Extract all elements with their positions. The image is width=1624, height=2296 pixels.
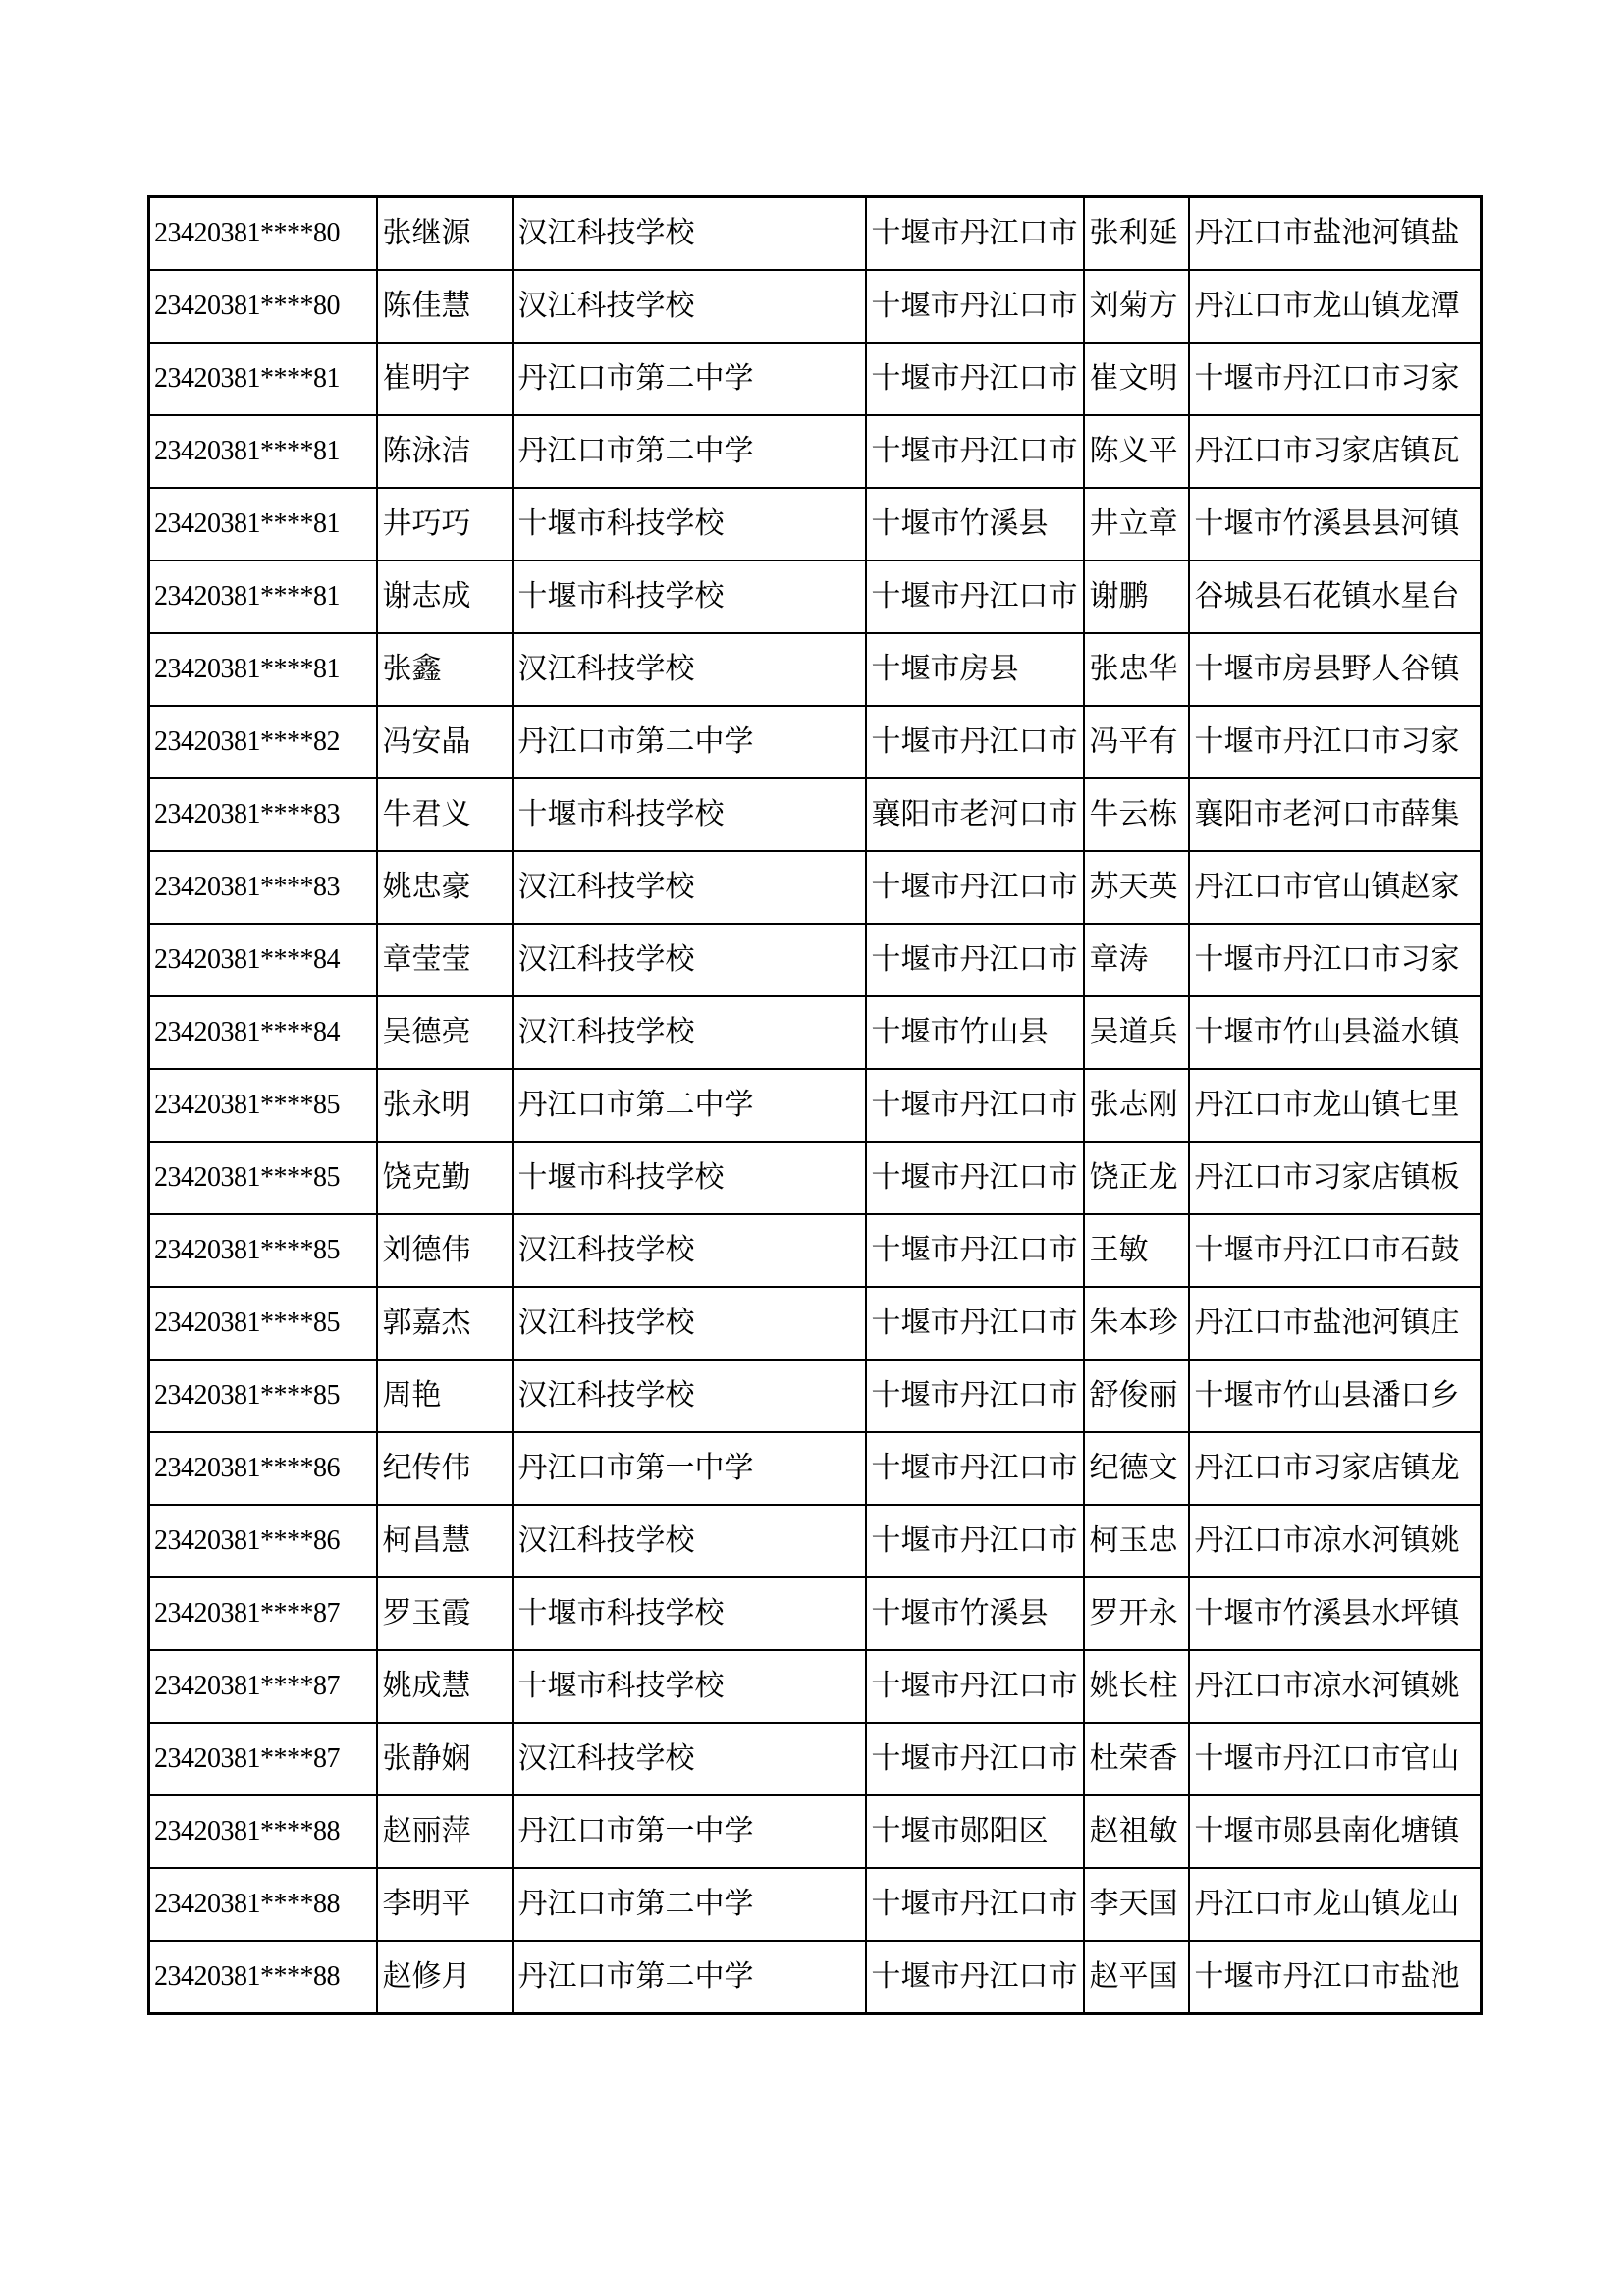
guardian-cell: 纪德文 bbox=[1084, 1432, 1189, 1505]
id-cell: 23420381****86 bbox=[149, 1432, 377, 1505]
id-cell: 23420381****85 bbox=[149, 1142, 377, 1214]
region-cell: 十堰市丹江口市 bbox=[866, 1214, 1084, 1287]
address-cell: 十堰市丹江口市盐池 bbox=[1189, 1941, 1482, 2014]
region-cell: 十堰市丹江口市 bbox=[866, 924, 1084, 996]
id-cell: 23420381****85 bbox=[149, 1287, 377, 1360]
guardian-cell: 舒俊丽 bbox=[1084, 1360, 1189, 1432]
name-cell: 吴德亮 bbox=[377, 996, 513, 1069]
name-cell: 赵修月 bbox=[377, 1941, 513, 2014]
region-cell: 十堰市竹山县 bbox=[866, 996, 1084, 1069]
guardian-cell: 姚长柱 bbox=[1084, 1650, 1189, 1723]
table-row bbox=[149, 415, 1482, 488]
address-cell: 丹江口市习家店镇板 bbox=[1189, 1142, 1482, 1214]
id-cell: 23420381****84 bbox=[149, 924, 377, 996]
address-cell: 丹江口市龙山镇七里 bbox=[1189, 1069, 1482, 1142]
guardian-cell: 李天国 bbox=[1084, 1868, 1189, 1941]
id-cell: 23420381****80 bbox=[149, 270, 377, 343]
address-cell: 丹江口市凉水河镇姚 bbox=[1189, 1650, 1482, 1723]
name-cell: 柯昌慧 bbox=[377, 1505, 513, 1577]
address-cell: 十堰市竹溪县水坪镇 bbox=[1189, 1577, 1482, 1650]
school-cell: 汉江科技学校 bbox=[513, 924, 866, 996]
name-cell: 谢志成 bbox=[377, 561, 513, 633]
table-row bbox=[149, 633, 1482, 706]
school-cell: 丹江口市第二中学 bbox=[513, 343, 866, 415]
table-row bbox=[149, 851, 1482, 924]
school-cell: 丹江口市第二中学 bbox=[513, 1069, 866, 1142]
id-cell: 23420381****85 bbox=[149, 1360, 377, 1432]
region-cell: 十堰市丹江口市 bbox=[866, 851, 1084, 924]
address-cell: 十堰市竹溪县县河镇 bbox=[1189, 488, 1482, 561]
guardian-cell: 赵平国 bbox=[1084, 1941, 1189, 2014]
table-row bbox=[149, 1723, 1482, 1795]
region-cell: 十堰市丹江口市 bbox=[866, 1868, 1084, 1941]
id-cell: 23420381****81 bbox=[149, 343, 377, 415]
region-cell: 十堰市丹江口市 bbox=[866, 270, 1084, 343]
school-cell: 汉江科技学校 bbox=[513, 270, 866, 343]
table-row bbox=[149, 1360, 1482, 1432]
name-cell: 姚成慧 bbox=[377, 1650, 513, 1723]
id-cell: 23420381****85 bbox=[149, 1069, 377, 1142]
school-cell: 汉江科技学校 bbox=[513, 197, 866, 271]
region-cell: 十堰市丹江口市 bbox=[866, 1941, 1084, 2014]
region-cell: 十堰市郧阳区 bbox=[866, 1795, 1084, 1868]
name-cell: 赵丽萍 bbox=[377, 1795, 513, 1868]
school-cell: 汉江科技学校 bbox=[513, 633, 866, 706]
guardian-cell: 章涛 bbox=[1084, 924, 1189, 996]
guardian-cell: 罗开永 bbox=[1084, 1577, 1189, 1650]
region-cell: 十堰市丹江口市 bbox=[866, 1142, 1084, 1214]
address-cell: 十堰市郧县南化塘镇 bbox=[1189, 1795, 1482, 1868]
table-row bbox=[149, 1795, 1482, 1868]
guardian-cell: 张忠华 bbox=[1084, 633, 1189, 706]
guardian-cell: 苏天英 bbox=[1084, 851, 1189, 924]
address-cell: 丹江口市盐池河镇庄 bbox=[1189, 1287, 1482, 1360]
region-cell: 十堰市丹江口市 bbox=[866, 1723, 1084, 1795]
table-row bbox=[149, 270, 1482, 343]
address-cell: 丹江口市盐池河镇盐 bbox=[1189, 197, 1482, 271]
id-cell: 23420381****87 bbox=[149, 1650, 377, 1723]
guardian-cell: 崔文明 bbox=[1084, 343, 1189, 415]
id-cell: 23420381****84 bbox=[149, 996, 377, 1069]
school-cell: 丹江口市第二中学 bbox=[513, 1868, 866, 1941]
region-cell: 十堰市丹江口市 bbox=[866, 415, 1084, 488]
name-cell: 纪传伟 bbox=[377, 1432, 513, 1505]
region-cell: 十堰市丹江口市 bbox=[866, 197, 1084, 271]
address-cell: 襄阳市老河口市薛集 bbox=[1189, 778, 1482, 851]
region-cell: 十堰市丹江口市 bbox=[866, 1287, 1084, 1360]
school-cell: 汉江科技学校 bbox=[513, 1723, 866, 1795]
guardian-cell: 吴道兵 bbox=[1084, 996, 1189, 1069]
region-cell: 十堰市竹溪县 bbox=[866, 1577, 1084, 1650]
address-cell: 丹江口市习家店镇瓦 bbox=[1189, 415, 1482, 488]
region-cell: 襄阳市老河口市 bbox=[866, 778, 1084, 851]
table-row bbox=[149, 924, 1482, 996]
address-cell: 十堰市丹江口市石鼓 bbox=[1189, 1214, 1482, 1287]
region-cell: 十堰市丹江口市 bbox=[866, 706, 1084, 778]
school-cell: 十堰市科技学校 bbox=[513, 561, 866, 633]
region-cell: 十堰市竹溪县 bbox=[866, 488, 1084, 561]
address-cell: 十堰市丹江口市习家 bbox=[1189, 343, 1482, 415]
address-cell: 丹江口市龙山镇龙潭 bbox=[1189, 270, 1482, 343]
guardian-cell: 杜荣香 bbox=[1084, 1723, 1189, 1795]
address-cell: 十堰市丹江口市官山 bbox=[1189, 1723, 1482, 1795]
name-cell: 郭嘉杰 bbox=[377, 1287, 513, 1360]
guardian-cell: 牛云栋 bbox=[1084, 778, 1189, 851]
name-cell: 张鑫 bbox=[377, 633, 513, 706]
guardian-cell: 谢鹏 bbox=[1084, 561, 1189, 633]
id-cell: 23420381****81 bbox=[149, 488, 377, 561]
school-cell: 汉江科技学校 bbox=[513, 851, 866, 924]
id-cell: 23420381****88 bbox=[149, 1795, 377, 1868]
address-cell: 十堰市丹江口市习家 bbox=[1189, 706, 1482, 778]
region-cell: 十堰市丹江口市 bbox=[866, 1505, 1084, 1577]
name-cell: 崔明宇 bbox=[377, 343, 513, 415]
table-row bbox=[149, 1069, 1482, 1142]
address-cell: 丹江口市官山镇赵家 bbox=[1189, 851, 1482, 924]
name-cell: 牛君义 bbox=[377, 778, 513, 851]
guardian-cell: 张志刚 bbox=[1084, 1069, 1189, 1142]
guardian-cell: 张利延 bbox=[1084, 197, 1189, 271]
address-cell: 丹江口市习家店镇龙 bbox=[1189, 1432, 1482, 1505]
id-cell: 23420381****81 bbox=[149, 561, 377, 633]
school-cell: 丹江口市第二中学 bbox=[513, 1941, 866, 2014]
id-cell: 23420381****87 bbox=[149, 1577, 377, 1650]
id-cell: 23420381****83 bbox=[149, 851, 377, 924]
region-cell: 十堰市丹江口市 bbox=[866, 1069, 1084, 1142]
name-cell: 刘德伟 bbox=[377, 1214, 513, 1287]
table-row bbox=[149, 488, 1482, 561]
id-cell: 23420381****80 bbox=[149, 197, 377, 271]
address-cell: 十堰市竹山县潘口乡 bbox=[1189, 1360, 1482, 1432]
region-cell: 十堰市丹江口市 bbox=[866, 343, 1084, 415]
id-cell: 23420381****88 bbox=[149, 1941, 377, 2014]
table-row bbox=[149, 778, 1482, 851]
table-row bbox=[149, 1432, 1482, 1505]
school-cell: 十堰市科技学校 bbox=[513, 1142, 866, 1214]
address-cell: 丹江口市龙山镇龙山 bbox=[1189, 1868, 1482, 1941]
table-row bbox=[149, 1142, 1482, 1214]
school-cell: 丹江口市第二中学 bbox=[513, 415, 866, 488]
region-cell: 十堰市丹江口市 bbox=[866, 1432, 1084, 1505]
school-cell: 丹江口市第一中学 bbox=[513, 1795, 866, 1868]
school-cell: 汉江科技学校 bbox=[513, 1505, 866, 1577]
guardian-cell: 刘菊方 bbox=[1084, 270, 1189, 343]
name-cell: 罗玉霞 bbox=[377, 1577, 513, 1650]
guardian-cell: 饶正龙 bbox=[1084, 1142, 1189, 1214]
guardian-cell: 王敏 bbox=[1084, 1214, 1189, 1287]
name-cell: 陈佳慧 bbox=[377, 270, 513, 343]
guardian-cell: 柯玉忠 bbox=[1084, 1505, 1189, 1577]
region-cell: 十堰市丹江口市 bbox=[866, 1650, 1084, 1723]
guardian-cell: 冯平有 bbox=[1084, 706, 1189, 778]
name-cell: 周艳 bbox=[377, 1360, 513, 1432]
school-cell: 丹江口市第二中学 bbox=[513, 706, 866, 778]
school-cell: 十堰市科技学校 bbox=[513, 778, 866, 851]
id-cell: 23420381****86 bbox=[149, 1505, 377, 1577]
school-cell: 丹江口市第一中学 bbox=[513, 1432, 866, 1505]
region-cell: 十堰市丹江口市 bbox=[866, 561, 1084, 633]
id-cell: 23420381****81 bbox=[149, 415, 377, 488]
address-cell: 十堰市房县野人谷镇 bbox=[1189, 633, 1482, 706]
table-row bbox=[149, 1505, 1482, 1577]
id-cell: 23420381****87 bbox=[149, 1723, 377, 1795]
table-row bbox=[149, 343, 1482, 415]
region-cell: 十堰市丹江口市 bbox=[866, 1360, 1084, 1432]
guardian-cell: 赵祖敏 bbox=[1084, 1795, 1189, 1868]
table-row bbox=[149, 197, 1482, 271]
school-cell: 汉江科技学校 bbox=[513, 1214, 866, 1287]
name-cell: 张永明 bbox=[377, 1069, 513, 1142]
school-cell: 十堰市科技学校 bbox=[513, 1577, 866, 1650]
table-row bbox=[149, 1214, 1482, 1287]
id-cell: 23420381****81 bbox=[149, 633, 377, 706]
table-row bbox=[149, 1868, 1482, 1941]
id-cell: 23420381****82 bbox=[149, 706, 377, 778]
guardian-cell: 陈义平 bbox=[1084, 415, 1189, 488]
name-cell: 井巧巧 bbox=[377, 488, 513, 561]
address-cell: 十堰市竹山县溢水镇 bbox=[1189, 996, 1482, 1069]
id-cell: 23420381****88 bbox=[149, 1868, 377, 1941]
name-cell: 饶克勤 bbox=[377, 1142, 513, 1214]
table-row bbox=[149, 1941, 1482, 2014]
name-cell: 冯安晶 bbox=[377, 706, 513, 778]
guardian-cell: 井立章 bbox=[1084, 488, 1189, 561]
name-cell: 李明平 bbox=[377, 1868, 513, 1941]
name-cell: 张继源 bbox=[377, 197, 513, 271]
school-cell: 汉江科技学校 bbox=[513, 996, 866, 1069]
name-cell: 章莹莹 bbox=[377, 924, 513, 996]
school-cell: 汉江科技学校 bbox=[513, 1360, 866, 1432]
table-body bbox=[149, 197, 1482, 2014]
address-cell: 十堰市丹江口市习家 bbox=[1189, 924, 1482, 996]
table-row bbox=[149, 1650, 1482, 1723]
id-cell: 23420381****83 bbox=[149, 778, 377, 851]
table-row bbox=[149, 996, 1482, 1069]
table-row bbox=[149, 561, 1482, 633]
school-cell: 十堰市科技学校 bbox=[513, 488, 866, 561]
student-table bbox=[147, 195, 1483, 2015]
school-cell: 汉江科技学校 bbox=[513, 1287, 866, 1360]
table-row bbox=[149, 1287, 1482, 1360]
table-row bbox=[149, 706, 1482, 778]
id-cell: 23420381****85 bbox=[149, 1214, 377, 1287]
address-cell: 丹江口市凉水河镇姚 bbox=[1189, 1505, 1482, 1577]
guardian-cell: 朱本珍 bbox=[1084, 1287, 1189, 1360]
address-cell: 谷城县石花镇水星台 bbox=[1189, 561, 1482, 633]
name-cell: 张静娴 bbox=[377, 1723, 513, 1795]
region-cell: 十堰市房县 bbox=[866, 633, 1084, 706]
school-cell: 十堰市科技学校 bbox=[513, 1650, 866, 1723]
table-row bbox=[149, 1577, 1482, 1650]
name-cell: 姚忠豪 bbox=[377, 851, 513, 924]
name-cell: 陈泳洁 bbox=[377, 415, 513, 488]
